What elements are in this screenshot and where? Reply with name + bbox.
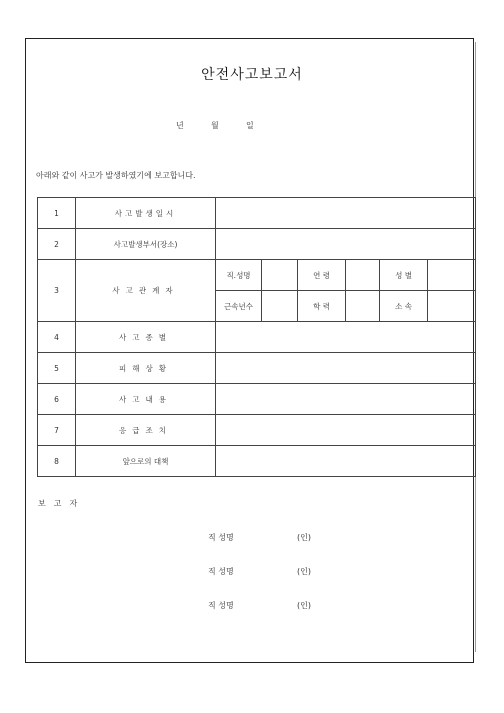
row-value-field[interactable]	[216, 446, 476, 477]
row-number: 5	[38, 353, 76, 384]
years-of-service-field[interactable]	[262, 291, 298, 322]
years-of-service-label: 근속년수	[216, 291, 262, 322]
row-number: 1	[38, 198, 76, 229]
row-number: 3	[38, 260, 76, 322]
signature-seal: (인)	[297, 533, 311, 542]
table-row	[38, 446, 476, 477]
table-row	[38, 353, 476, 384]
signature-seal: (인)	[297, 601, 311, 610]
row-label: 사고관계자	[76, 260, 216, 322]
page-title: 안전사고보고서	[201, 67, 303, 83]
row-label: 응급조치	[76, 415, 216, 446]
age-field[interactable]	[346, 260, 380, 291]
signature-name-label: 직 성명	[208, 567, 234, 576]
department-field[interactable]	[428, 291, 476, 322]
table-row	[38, 322, 476, 353]
education-label: 학 력	[298, 291, 346, 322]
table-row	[38, 384, 476, 415]
table-row	[38, 198, 476, 229]
reporter-label: 보고자	[38, 499, 86, 508]
gender-label: 성 별	[380, 260, 428, 291]
education-field[interactable]	[346, 291, 380, 322]
row-number: 2	[38, 229, 76, 260]
row-number: 4	[38, 322, 76, 353]
row-number: 8	[38, 446, 76, 477]
intro-text: 아래와 같이 사고가 발생하였기에 보고합니다.	[36, 171, 196, 180]
signature-name-label: 직 성명	[208, 601, 234, 610]
row-value-field[interactable]	[216, 322, 476, 353]
table-row	[38, 260, 476, 291]
date-year: 년	[176, 121, 184, 130]
row-label: 사고발생부서(장소)	[76, 229, 216, 260]
department-label: 소 속	[380, 291, 428, 322]
row-value-field[interactable]	[216, 415, 476, 446]
signature-name-label: 직 성명	[208, 533, 234, 542]
date-month: 월	[211, 121, 219, 130]
signature-seal: (인)	[297, 567, 311, 576]
date-day: 일	[246, 121, 254, 130]
table-row	[38, 229, 476, 260]
position-name-label: 직.성명	[216, 260, 262, 291]
row-number: 7	[38, 415, 76, 446]
row-number: 6	[38, 384, 76, 415]
report-table	[37, 197, 476, 477]
row-value-field[interactable]	[216, 384, 476, 415]
row-value-field[interactable]	[216, 353, 476, 384]
row-value-field[interactable]	[216, 229, 476, 260]
row-label: 앞으로의 대책	[76, 446, 216, 477]
position-name-field[interactable]	[262, 260, 298, 291]
row-label: 사고발생일시	[76, 198, 216, 229]
row-label: 사고내용	[76, 384, 216, 415]
age-label: 연 령	[298, 260, 346, 291]
table-row	[38, 415, 476, 446]
row-value-field[interactable]	[216, 198, 476, 229]
row-label: 피해상황	[76, 353, 216, 384]
gender-field[interactable]	[428, 260, 476, 291]
row-label: 사고종별	[76, 322, 216, 353]
